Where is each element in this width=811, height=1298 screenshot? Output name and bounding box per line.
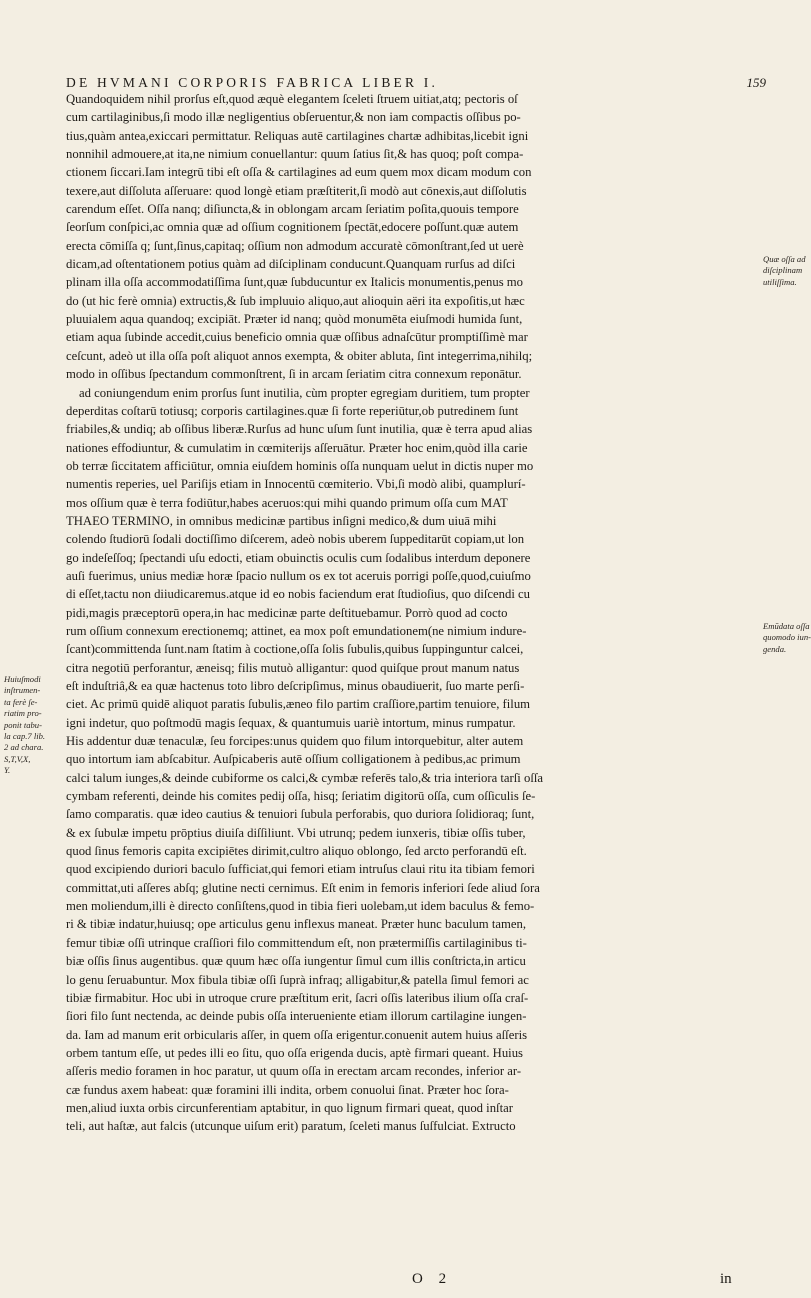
text-line: modo in oſſibus ſpectandum commonſtrent, ſi in arcam ſeriatim citra connexum reponātur. bbox=[66, 367, 522, 382]
text-line: teli, aut haſtæ, aut falcis (utcunque uiſum erit) paratum, ſceleti manus ſuſfulciat. Extructo bbox=[66, 1119, 516, 1134]
text-line: go indeſeſſoq; ſpectandi uſu edocti, etiam obuinctis oculis cum ſodalibus interdum deponere bbox=[66, 550, 531, 565]
marginal-note-line: Y. bbox=[4, 765, 11, 776]
text-line: ctionem ſiccari.Iam integrū tibi eſt oſſa & cartilagines ad eum quem mox dicam modum con bbox=[66, 165, 532, 180]
marginal-note-line: ta ferè ſe- bbox=[4, 696, 38, 707]
marginal-note-instruments bbox=[4, 674, 45, 777]
text-line: ſamo comparatis. quæ ideo cautius & tenuiori ſubula perforabis, quo duriora ſolidioraq; ſunt, bbox=[66, 807, 535, 822]
text-line: citra negotiū perforantur, æneisq; filis mutuò alligantur: quod quiſque prout manum natus bbox=[66, 660, 520, 675]
marginal-note-line: Quæ oſſa ad bbox=[763, 254, 806, 264]
text-line: pluuialem aqua quandoq; excipiāt. Præter id nanq; quòd monumēta eiuſmodi humida ſunt, bbox=[66, 312, 523, 327]
text-line: friabiles,& undiq; ab oſſibus liberæ.Rurſus ad hunc uſum ſunt inutilia, quæ è terra apud alias bbox=[66, 422, 533, 437]
marginal-note-line: ponit tabu- bbox=[4, 719, 42, 730]
marginal-note-line: la cap.7 lib. bbox=[4, 731, 46, 742]
text-line: da. Iam ad manum erit orbicularis aſſer, in quem oſſa erigentur.conuenit autem huius aſſeris bbox=[66, 1027, 528, 1042]
text-line: ri & tibiæ indatur,huiusq; ope articulus genu inflexus maneat. Præter hunc baculum tamen, bbox=[66, 917, 527, 932]
text-line: carendum eſſet. Oſſa nanq; diſiuncta,& in oblongam arcam ſeriatim poſita,quouis tempore bbox=[66, 202, 519, 217]
text-line: auſi fuerimus, unius mediæ horæ ſpacio nullum os ex tot aceruis porrigi poſſe,quod,cuiuſmo bbox=[66, 568, 531, 583]
text-line: di eſſet,tactu non diiudicaremus.atque id eo nobis faciendum erat ſtudioſius, quo diſcendi cu bbox=[66, 587, 531, 602]
text-line: cymbam referenti, deinde his comites pedij oſſa, hisq; ſeriatim digitorū oſſa, cum oſſiculis ſe- bbox=[66, 789, 536, 804]
text-line: biæ oſſis ſinus augentibus. quæ quum hæc oſſa iungentur ſimul cum illis conſtricta,in articu bbox=[66, 954, 526, 969]
text-line: ſcant)committenda ſunt.nam ſtatim à coctione,oſſa ſolis ſubulis,quibus ſuppinguntur calcei, bbox=[66, 642, 524, 657]
text-line: ob terræ ſiccitatem afficiūtur, omnia eiuſdem hominis oſſa nunquam uelut in dictis nuper mo bbox=[66, 458, 534, 473]
text-line: erecta cōmiſſa q; ſunt,ſinus,capitaq; oſſium non admodum accuratè cōmonſtrant,ſed ut uerè bbox=[66, 238, 524, 253]
text-line: ſeorſum conſpici,ac omnia quæ ad oſſium cognitionem ſpectāt,edocere poſſunt.quæ autem bbox=[66, 220, 519, 235]
marginal-note-line: utiliſſima. bbox=[763, 276, 797, 287]
text-line: femur tibiæ oſſi utrinque craſſiori filo committendum eſt, non prætermiſſis cartilaginibus ti- bbox=[66, 935, 527, 950]
marginal-note-line: 2 ad chara. bbox=[4, 742, 44, 753]
text-line: ciet. Ac primū quidē aliquot paratis ſubulis,æneo filo partim craſſiore,partim tenuiore, filum bbox=[66, 697, 531, 712]
marginal-note-line: quomodo iun- bbox=[763, 632, 811, 643]
text-line: tibiæ firmabitur. Hoc ubi in utroque crure præſtitum erit, ſacri oſſis lateribus ilium oſſa craſ- bbox=[66, 990, 529, 1005]
signature-mark: O 2 bbox=[412, 1271, 453, 1287]
text-line: calci talum iunges,& deinde cubiforme os calci,& cymbæ referēs talo,& tria interiora tarſi oſſa bbox=[66, 770, 544, 785]
text-line: texere,aut diſſoluta aſſeruare: quod longè etiam præſtiterit,ſi modò aut cōnexis,aut diſſolutis bbox=[66, 183, 527, 198]
text-line: quod excipiendo duriori baculo ſufficiat,qui femori etiam intruſus claui ritu ita tibiam femori bbox=[66, 862, 535, 877]
text-line: igni indetur, quo poſtmodū magis ſequax, & quantumuis uariè intortum, minus rumpatur. bbox=[66, 715, 516, 730]
text-line: quo intortum iam abſcabitur. Auſpicaberis autē oſſium colligationem à pedibus,ac primum bbox=[66, 752, 521, 767]
text-line: men,aliud iuxta orbis circunferentiam aptabitur, in quo lignum firmari queat, quod inſtar bbox=[66, 1100, 513, 1115]
marginal-note-boiled-bones bbox=[763, 621, 811, 655]
text-line: nonnihil admouere,at ita,ne nimium conuellantur: quum ſatius ſit,& has quoq; poſt compa- bbox=[66, 147, 524, 162]
running-head bbox=[66, 75, 766, 91]
text-line: etiam aqua ſubinde accedit,cuius beneficio omnia quæ oſſibus adnaſcūtur promptiſſimè mar bbox=[66, 330, 528, 345]
text-line: colendo ſtudiorū ſodali doctiſſimo diſcerem, adeò nobis uberem ſuppeditarūt copiam,ut lon bbox=[66, 532, 525, 547]
text-line: ceſcunt, adeò ut illa oſſa poſt aliquot annos exempta, & obiter abluta, ſint integerrima,nihilq; bbox=[66, 348, 533, 363]
marginal-note-line: riatim pro- bbox=[4, 708, 42, 719]
text-line: & ex ſubulæ impetu prōptius diuiſa diſſiliunt. Vbi utrunq; pedem iunxeris, tibiæ oſſis tuber, bbox=[66, 825, 526, 840]
text-line: dicam,ad oſtentationem potius quàm ad diſciplinam conducunt.Quanquam rurſus ad diſci bbox=[66, 257, 516, 272]
text-line: aſſeris medio foramen in hoc paratur, ut quum oſſa in erectam arcam recondes, inferior ar- bbox=[66, 1064, 522, 1079]
text-line: cum cartilaginibus,ſi modo illæ negligentius obſeruentur,& non iam compactis oſſibus po- bbox=[66, 110, 521, 125]
text-line: His addentur duæ tenaculæ, ſeu forcipes:unus quidem quo filum intorquebitur, alter autem bbox=[66, 734, 524, 749]
text-line: mos oſſium quæ è terra fodiūtur,habes aceruos:qui mihi quando primum oſſa cum MAT bbox=[66, 495, 508, 510]
body-text bbox=[66, 90, 754, 1136]
text-line: do (ut hic ferè omnia) extructis,& ſub impluuio aliquo,aut alioquin aëri ita expoſitis,ut hæc bbox=[66, 293, 525, 308]
page-number: 159 bbox=[746, 75, 766, 90]
text-line: committat,uti aſſeres abſq; glutine necti cernimus. Eſt enim in femoris inferiori ſede aliud ſora bbox=[66, 880, 540, 895]
text-line: deperditas coſtarū totiusq; corporis cartilagines.quæ ſi forte reperiūtur,ob putredinem ſunt bbox=[66, 403, 519, 418]
marginal-note-display bbox=[763, 254, 806, 288]
running-title: DE HVMANI CORPORIS FABRICA LIBER I. bbox=[66, 75, 439, 90]
marginal-note-line: S,T,V,X, bbox=[4, 753, 31, 764]
text-line: quod ſinus femoris capita excipiētes dirimit,cultro aliquo oblongo, ſed arcto perforandū eſt. bbox=[66, 844, 527, 859]
text-line: rum oſſium connexum erectionemq; attinet, ea mox poſt emundationem(ne nimium indure- bbox=[66, 623, 527, 638]
text-line: eſt induſtriâ,& ea quæ hactenus toto libro deſcripſimus, minus obaudiuerit, ſuo marte perſi- bbox=[66, 679, 525, 693]
text-line: plinam illa oſſa accommodatiſſima ſunt,quæ ſubducuntur ex Italicis monumentis,penus mo bbox=[66, 275, 524, 290]
marginal-note-line: genda. bbox=[763, 643, 787, 654]
text-line: THAEO TERMINO, in omnibus medicinæ partibus inſigni medico,& dum uiuā mihi bbox=[66, 513, 497, 528]
marginal-note-line: Emūdata oſſa bbox=[763, 621, 810, 631]
text-line: lo genu ſeruabuntur. Mox fibula tibiæ oſſi ſuprà infraq; alligabitur,& patella ſimul femori ac bbox=[66, 972, 529, 987]
text-line: pidi,magis præceptorū opera,in hac medicinæ parte deſtituebamur. Porrò quod ad cocto bbox=[66, 605, 508, 620]
text-line: cæ fundus axem habeat: quæ foramini illi indita, orbem conuolui ſinat. Præter hoc ſora- bbox=[66, 1082, 509, 1097]
text-line: Quandoquidem nihil prorſus eſt,quod æquè elegantem ſceleti ſtruem uitiat,atq; pectoris oſ bbox=[66, 92, 518, 106]
text-line: ſiori filo ſunt nectenda, ac deinde pubis oſſa interueniente etiam illorum cartilagine iungen- bbox=[66, 1009, 527, 1024]
text-line: nationes effodiuntur, & cumulatim in cœmiterijs aſſeruātur. Præter hoc enim,quòd illa carie bbox=[66, 440, 528, 455]
marginal-note-line: diſciplinam bbox=[763, 265, 803, 276]
text-line: ad coniungendum enim prorſus ſunt inutilia, cùm propter egregiam duritiem, tum propter bbox=[79, 385, 530, 400]
text-line: numentis reperies, uel Pariſijs etiam in Innocentū cœmiterio. Vbi,ſi modò alibi, quamplurí- bbox=[66, 477, 526, 492]
text-line: orbem tantum eſſe, ut pedes illi eo ſitu, quo oſſa erigenda ducis, aptè firmari queant. Huius bbox=[66, 1045, 523, 1060]
marginal-note-line: inſtrumen- bbox=[4, 685, 41, 696]
catchword: in bbox=[720, 1271, 732, 1287]
text-line: tius,quàm antea,exiccari permittatur. Reliquas autē cartilagines chartæ adhibitas,licebit igni bbox=[66, 128, 529, 143]
marginal-note-line: Huiuſmodi bbox=[4, 674, 41, 684]
text-line: men moliendum,illi è directo conſiſtens,quod in tibia fieri uolebam,ut idem baculus & femo- bbox=[66, 899, 535, 914]
